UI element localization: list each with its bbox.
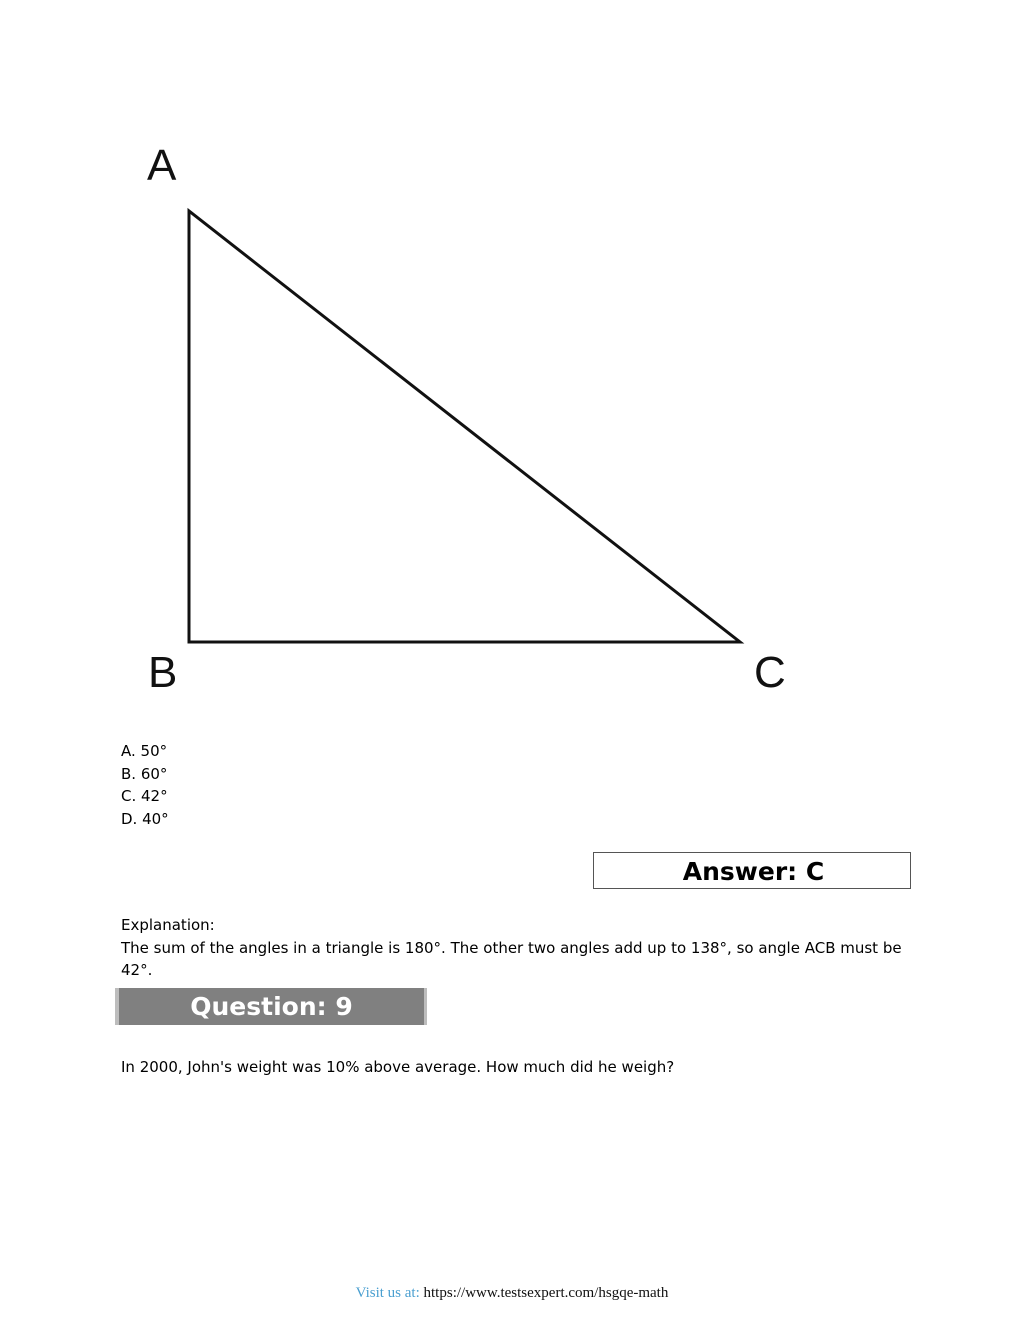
answer-options [121, 740, 169, 830]
explanation [121, 914, 911, 982]
option-c: C. 42° [121, 787, 168, 805]
triangle-diagram [130, 135, 810, 705]
triangle-abc [189, 211, 740, 642]
question-banner: Question: 9 [115, 988, 427, 1025]
vertex-label-a: A [147, 141, 177, 190]
explanation-body: The sum of the angles in a triangle is 180°. The other two angles add up to 138°, so angle ACB must be 42°. [121, 938, 902, 979]
question-text: In 2000, John's weight was 10% above average. How much did he weigh? [121, 1058, 675, 1076]
vertex-label-c: C [754, 648, 786, 697]
footer-link[interactable]: https://www.testsexpert.com/hsgqe-math [423, 1285, 669, 1301]
option-d: D. 40° [121, 809, 169, 828]
option-a: A. 50° [121, 742, 168, 760]
option-b: B. 60° [121, 764, 168, 783]
explanation-heading: Explanation: [121, 916, 215, 934]
footer [0, 1285, 1024, 1302]
vertex-label-b: B [148, 648, 178, 697]
footer-label: Visit us at: [355, 1285, 420, 1301]
answer-box: Answer: C [593, 852, 911, 889]
triangle-figure [130, 135, 810, 705]
